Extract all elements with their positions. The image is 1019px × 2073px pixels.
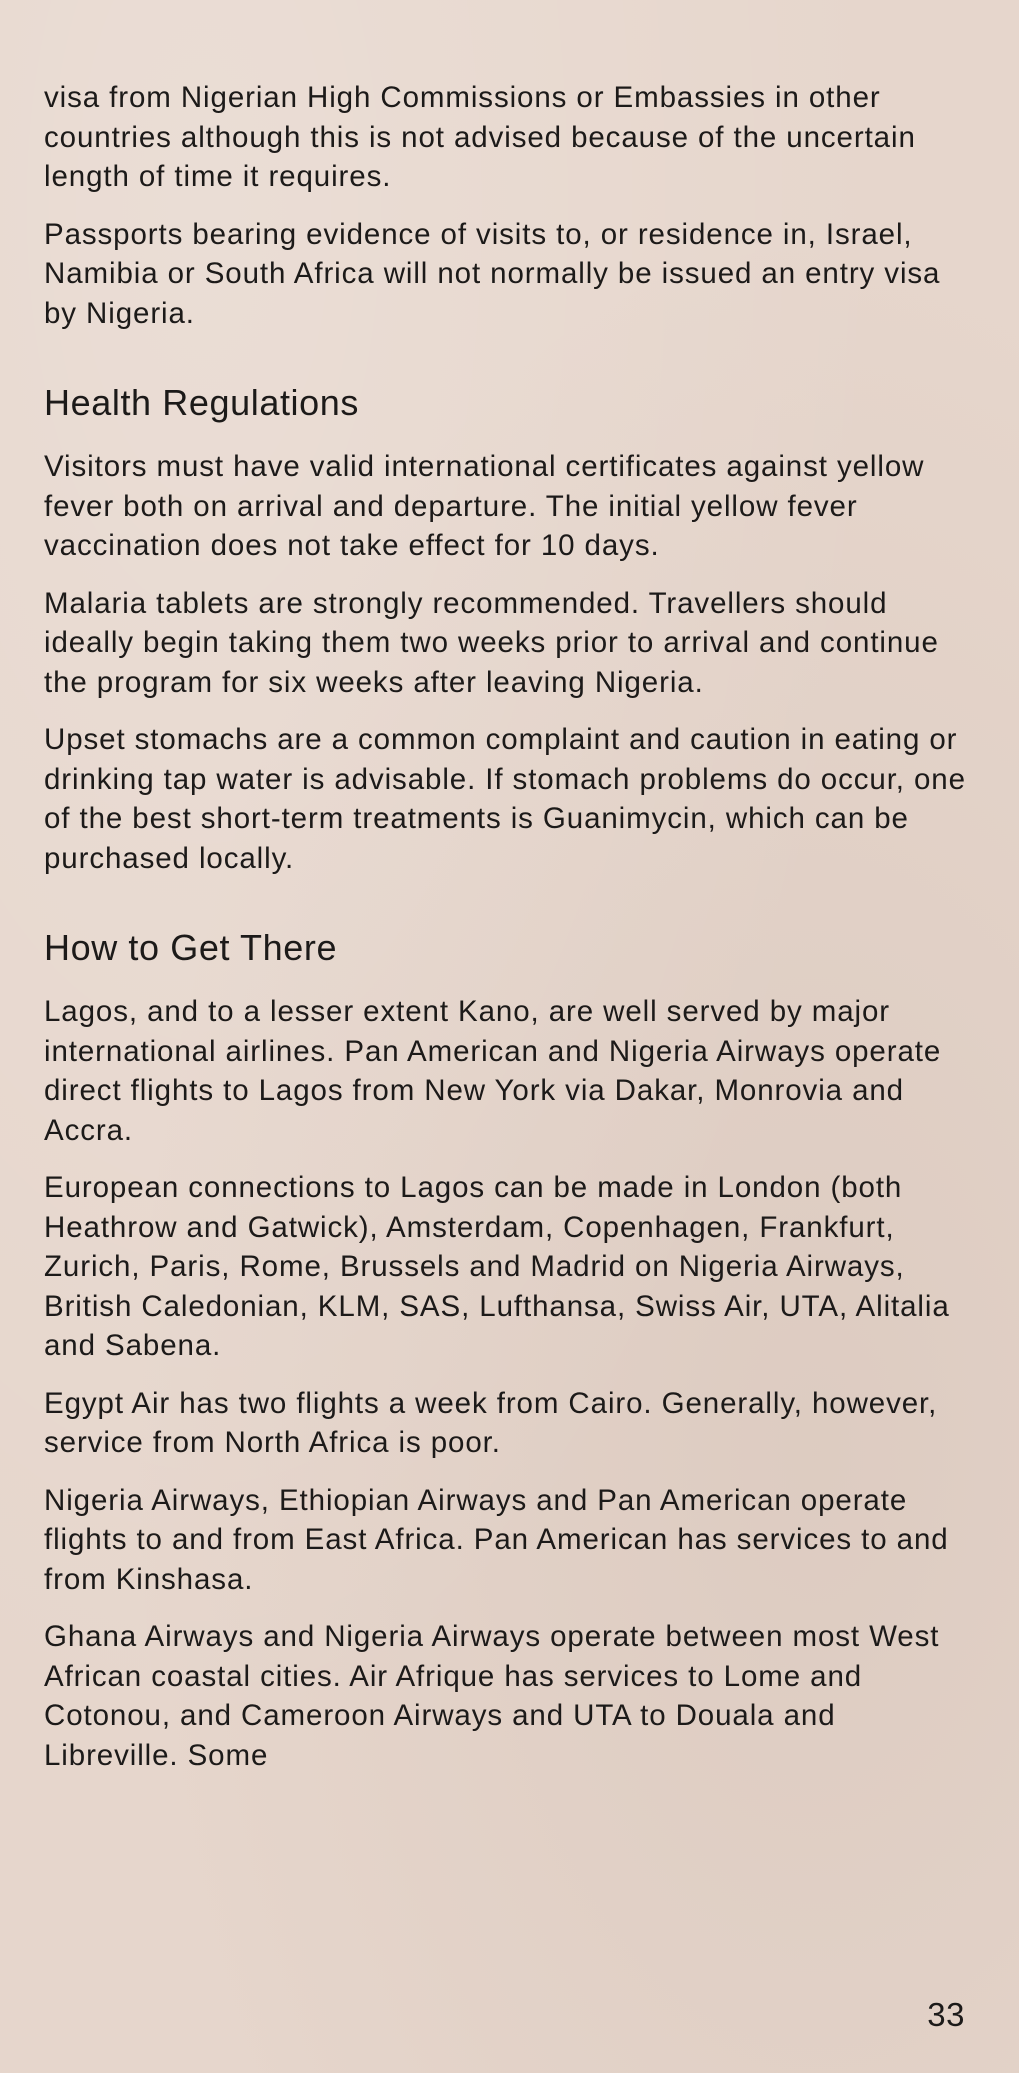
page-number: 33 xyxy=(927,1996,965,2033)
travel-paragraph: Lagos, and to a lesser extent Kano, are well served by major international airlines. Pan American and Nigeria Airways operate direct flights to Lagos from New York via Dakar, Monrovia and Accra. xyxy=(44,995,942,1147)
intro-paragraph: Passports bearing evidence of visits to, or residence in, Israel, Namibia or South Africa will not normally be issued an entry visa by Nigeria. xyxy=(44,217,941,330)
travel-paragraph: Nigeria Airways, Ethiopian Airways and Pan American operate flights to and from East Africa. Pan American has services to and from Kinshasa. xyxy=(44,1483,949,1596)
travel-paragraph: Egypt Air has two flights a week from Cairo. Generally, however, service from North Africa is poor. xyxy=(44,1386,938,1459)
travel-paragraph: Ghana Airways and Nigeria Airways operate between most West African coastal cities. Air Afrique has services to Lome and Cotonou, and Cameroon Airways and UTA to Douala and Libreville. Some xyxy=(44,1620,940,1772)
health-paragraph: Visitors must have valid international certificates against yellow fever both on arrival and departure. The initial yellow fever vaccination does not take effect for 10 days. xyxy=(44,450,925,562)
intro-paragraph: visa from Nigerian High Commissions or Embassies in other countries although this is not advised because of the uncertain length of time it requires. xyxy=(44,81,916,193)
health-paragraph: Upset stomachs are a common complaint and caution in eating or drinking tap water is advisable. If stomach problems do occur, one of the best short-term treatments is Guanimycin, which can be purchased locally. xyxy=(44,723,966,875)
health-paragraph: Malaria tablets are strongly recommended. Travellers should ideally begin taking them two weeks prior to arrival and continue the program for six weeks after leaving Nigeria. xyxy=(44,586,939,699)
section-heading-health: Health Regulations xyxy=(44,382,359,423)
section-heading-travel: How to Get There xyxy=(44,927,338,968)
page-content xyxy=(44,78,979,1793)
travel-paragraph: European connections to Lagos can be made in London (both Heathrow and Gatwick), Amsterdam, Copenhagen, Frankfurt, Zurich, Paris, Rome, Brussels and Madrid on Nigeria Airways, British Caledonian, KLM, SAS, Lufthansa, Swiss Air, UTA, Alitalia and Sabena. xyxy=(44,1171,950,1362)
